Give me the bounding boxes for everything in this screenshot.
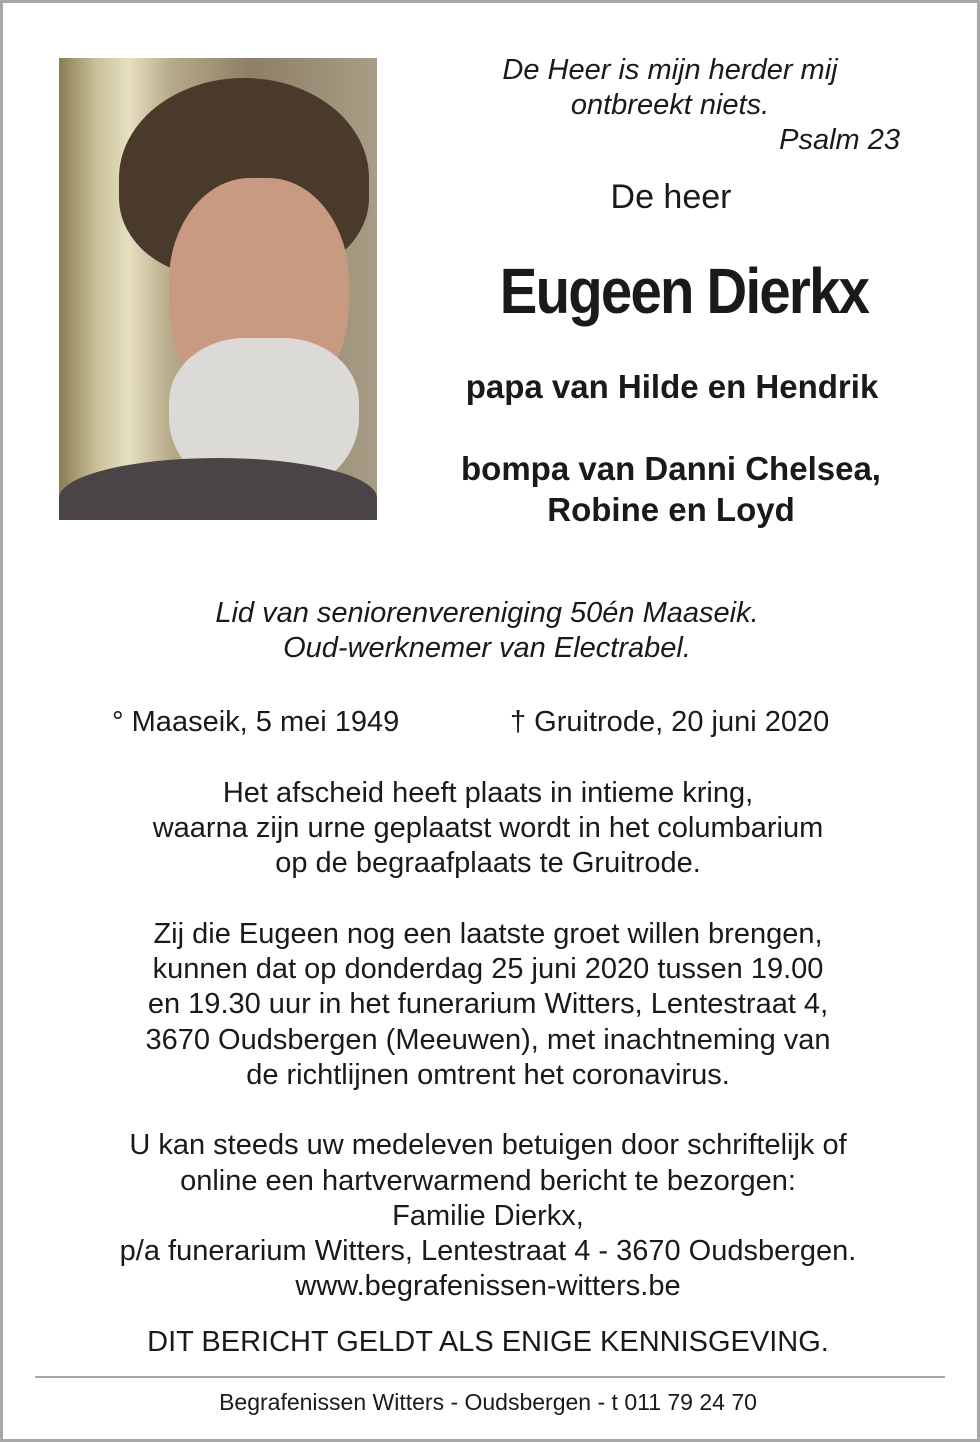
notice: DIT BERICHT GELDT ALS ENIGE KENNISGEVING. [147, 1326, 829, 1358]
quote-line-2: ontbreekt niets. [570, 89, 770, 121]
visit-line-1: Zij die Eugeen nog een laatste groet willen brengen, [153, 918, 823, 950]
birth-info: ° Maaseik, 5 mei 1949 [112, 706, 400, 738]
visit-line-4: 3670 Oudsbergen (Meeuwen), met inachtneming van [145, 1024, 831, 1056]
title-prefix: De heer [610, 178, 732, 216]
condolence-line-2: online een hartverwarmend bericht te bezorgen: [180, 1165, 796, 1197]
footer-text: Begrafenissen Witters - Oudsbergen - t 011 79 24 70 [219, 1389, 757, 1415]
death-info: † Gruitrode, 20 juni 2020 [510, 706, 830, 738]
deceased-name: Eugeen Dierkx [499, 255, 869, 327]
portrait-photo [59, 58, 377, 520]
quote-source: Psalm 23 [779, 124, 900, 156]
papa-line: papa van Hilde en Hendrik [465, 368, 879, 405]
condolence-line-1: U kan steeds uw medeleven betuigen door schriftelijk of [129, 1129, 847, 1161]
membership-line-2: Oud-werknemer van Electrabel. [283, 632, 691, 664]
farewell-line-2: waarna zijn urne geplaatst wordt in het columbarium [152, 812, 824, 844]
farewell-line-3: op de begraafplaats te Gruitrode. [275, 847, 701, 879]
visit-line-2: kunnen dat op donderdag 25 juni 2020 tussen 19.00 [152, 953, 824, 985]
condolence-line-3: Familie Dierkx, [392, 1200, 584, 1232]
bompa-line-2: Robine en Loyd [547, 491, 795, 528]
visit-line-3: en 19.30 uur in het funerarium Witters, Lentestraat 4, [147, 988, 829, 1020]
website-link[interactable]: www.begrafenissen-witters.be [295, 1270, 681, 1302]
visit-line-5: de richtlijnen omtrent het coronavirus. [246, 1059, 730, 1091]
footer-divider [35, 1376, 945, 1378]
bompa-line-1: bompa van Danni Chelsea, [461, 450, 881, 487]
farewell-line-1: Het afscheid heeft plaats in intieme kring, [222, 777, 754, 809]
quote-line-1: De Heer is mijn herder mij [502, 54, 838, 86]
condolence-line-4: p/a funerarium Witters, Lentestraat 4 - 3670 Oudsbergen. [119, 1235, 857, 1267]
membership-line-1: Lid van seniorenvereniging 50én Maaseik. [215, 597, 759, 629]
